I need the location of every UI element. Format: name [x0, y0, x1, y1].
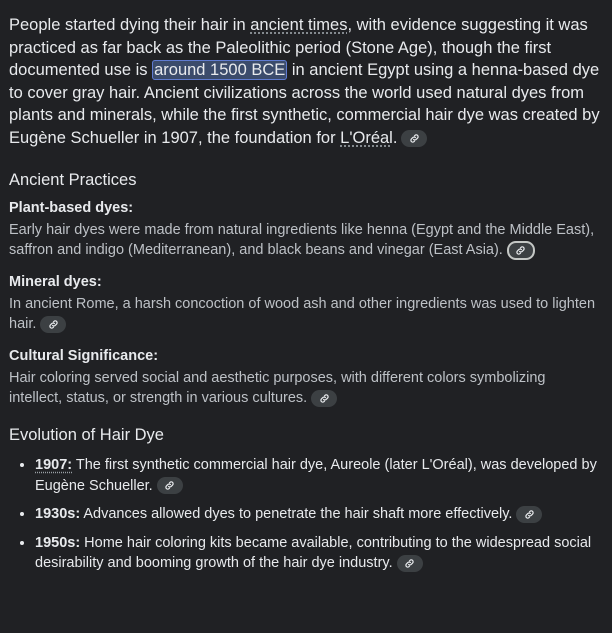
list-item	[35, 455, 602, 496]
intro-text: .	[392, 128, 398, 147]
loreal-link[interactable]: L'Oréal	[340, 128, 393, 147]
list-item-text: The first synthetic commercial hair dye, Aureole (later L'Oréal), was developed by Eugène Schueller.	[35, 457, 597, 494]
link-icon	[319, 393, 330, 404]
subheading: Plant-based dyes:	[9, 200, 134, 216]
body-text	[9, 220, 602, 260]
intro-text: People started dying their hair in	[9, 16, 251, 34]
list-item-label: 1907:	[35, 457, 73, 473]
body-text	[9, 294, 602, 334]
subheading: Mineral dyes:	[9, 274, 102, 290]
list-item-text: Advances allowed dyes to penetrate the hair shaft more effectively.	[80, 506, 513, 522]
link-icon	[404, 558, 415, 569]
intro-text: in ancient Egypt using a henna-based dye to cover gray hair. Ancient civilizations across the world used natural dyes from plants and minerals, while the first synthetic, commercial hair dye was created by Eugène Schueller in 1907, the foundation for	[9, 61, 600, 147]
source-link-button[interactable]	[507, 241, 535, 260]
link-icon	[409, 133, 420, 144]
paragraph-text: Early hair dyes were made from natural ingredients like henna (Egypt and the Middle East), saffron and indigo (Mediterranean), and black beans and vinegar (East Asia).	[9, 222, 595, 258]
intro-text: , with evidence suggesting it was practiced as far back as the Paleolithic period (Stone Age), though the first documented use is	[9, 16, 588, 79]
paragraph-text: Hair coloring served social and aesthetic purposes, with different colors symbolizing intellect, status, or strength in various cultures.	[9, 370, 546, 406]
source-link-button[interactable]	[401, 130, 427, 147]
subheading: Cultural Significance:	[9, 348, 159, 364]
evolution-list	[9, 455, 602, 574]
list-item-label: 1930s:	[35, 506, 81, 522]
intro-paragraph	[9, 14, 602, 149]
source-link-button[interactable]	[516, 506, 542, 523]
list-item-text: Home hair coloring kits became available, contributing to the widespread social desirability and booming growth of the hair dye industry.	[35, 534, 592, 571]
body-text	[9, 368, 602, 408]
mineral-dyes-block	[9, 274, 602, 334]
link-icon	[164, 480, 175, 491]
link-icon	[48, 319, 59, 330]
section-title-ancient-practices: Ancient Practices	[9, 171, 137, 189]
list-item-label: 1950s:	[35, 534, 81, 551]
link-icon	[524, 509, 535, 520]
plant-based-dyes-block	[9, 200, 602, 260]
section-title-evolution: Evolution of Hair Dye	[9, 426, 164, 444]
source-link-button[interactable]	[40, 316, 66, 333]
paragraph-text: In ancient Rome, a harsh concoction of wood ash and other ingredients was used to lighten hair.	[9, 296, 596, 332]
list-item	[35, 504, 602, 525]
ancient-times-link[interactable]: ancient times	[250, 16, 348, 34]
source-link-button[interactable]	[397, 555, 423, 572]
source-link-button[interactable]	[311, 390, 337, 407]
highlighted-text: around 1500 BCE	[154, 61, 286, 79]
link-icon	[515, 245, 526, 256]
source-link-button[interactable]	[157, 477, 183, 494]
cultural-significance-block	[9, 348, 602, 408]
list-item	[35, 533, 602, 574]
